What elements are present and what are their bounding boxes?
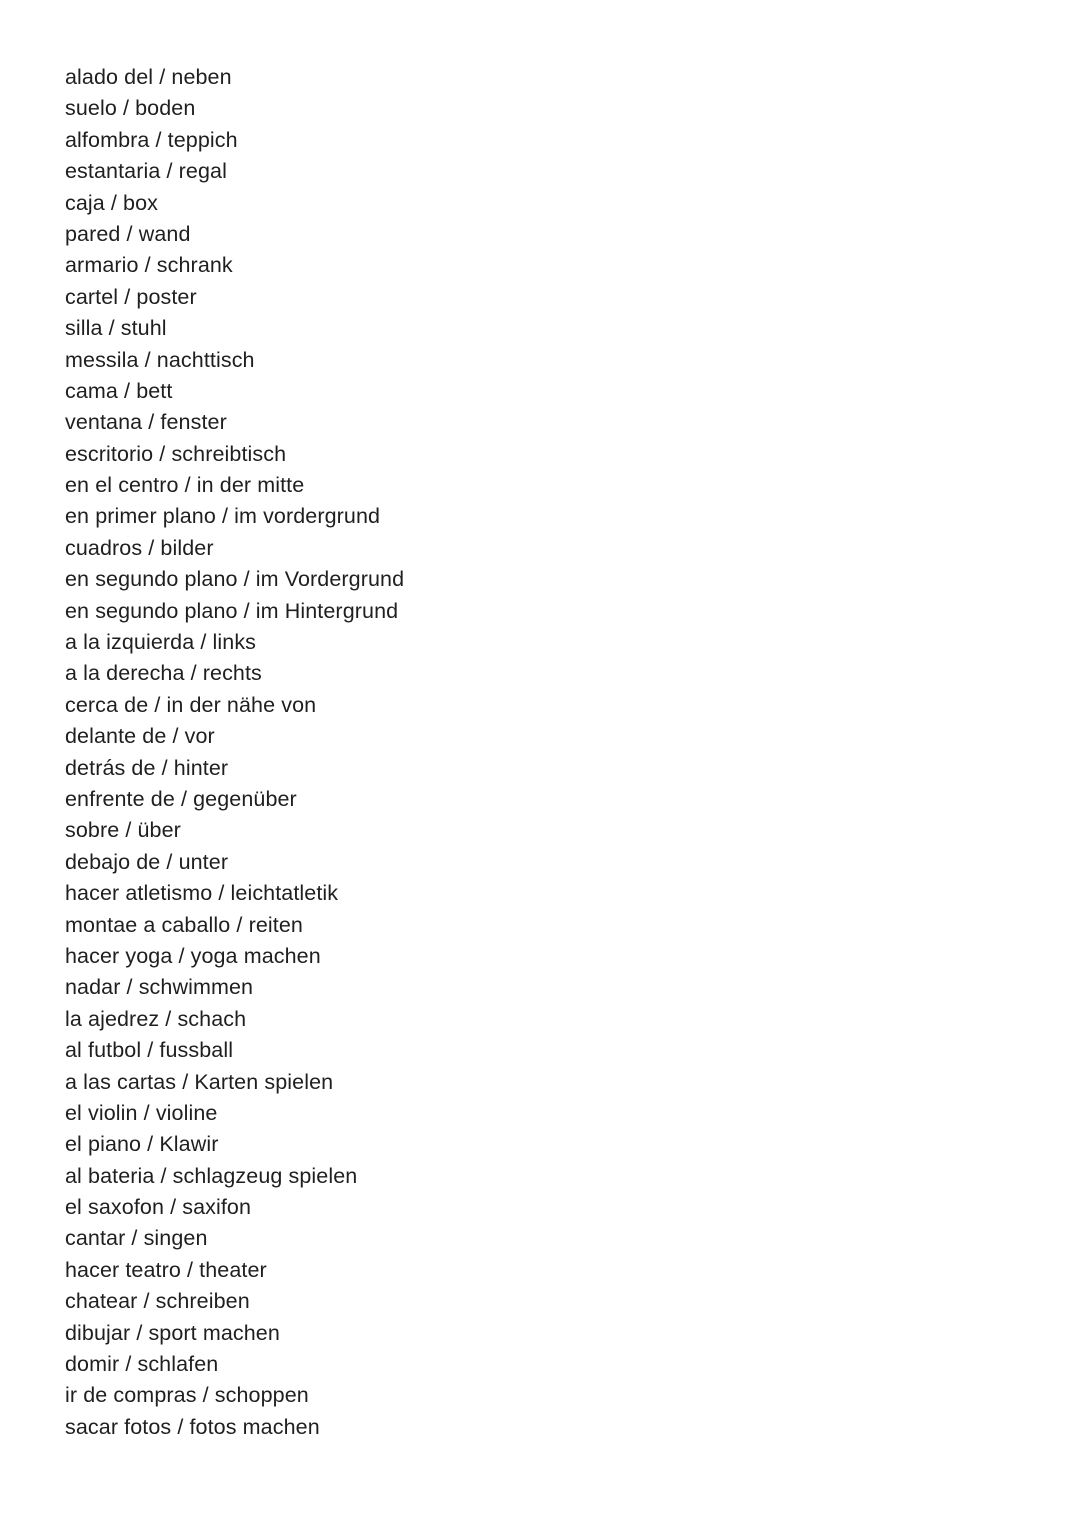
vocab-line: alfombra / teppich [65,127,238,152]
vocab-line: escritorio / schreibtisch [65,441,287,466]
vocab-line: alado del / neben [65,65,232,89]
vocab-line: nadar / schwimmen [65,975,254,1000]
vocab-line: suelo / boden [65,96,196,121]
vocab-line: hacer atletismo / leichtatletik [65,881,339,906]
vocab-line: cantar / singen [65,1226,208,1251]
vocab-line: a la derecha / rechts [65,661,262,686]
vocab-line: cuadros / bilder [65,535,214,560]
vocab-line: el saxofon / saxifon [65,1195,252,1220]
vocab-line: al futbol / fussball [65,1038,234,1063]
vocab-line: ir de compras / schoppen [65,1383,309,1408]
vocab-line: chatear / schreiben [65,1289,250,1314]
vocabulary-list [65,62,404,1443]
vocab-line: debajo de / unter [65,849,229,874]
vocab-line: cama / bett [65,378,173,403]
vocab-line: silla / stuhl [65,316,167,341]
vocab-line: en el centro / in der mitte [65,473,305,498]
vocab-line: en segundo plano / im Vordergrund [65,567,405,592]
vocab-line: sacar fotos / fotos machen [65,1414,320,1439]
vocab-line: a las cartas / Karten spielen [65,1069,334,1094]
vocab-line: cerca de / in der nähe von [65,692,317,717]
vocab-line: en segundo plano / im Hintergrund [65,598,399,623]
vocab-line: sobre / über [65,818,181,843]
vocab-line: a la izquierda / links [65,630,257,655]
vocab-line: pared / wand [65,221,191,246]
vocab-line: cartel / poster [65,284,197,309]
vocab-line: hacer yoga / yoga machen [65,943,321,968]
vocab-line: ventana / fenster [65,410,227,435]
vocab-line: al bateria / schlagzeug spielen [65,1163,358,1188]
vocab-line: la ajedrez / schach [65,1006,247,1031]
vocab-line: caja / box [65,190,159,215]
vocab-line: messila / nachttisch [65,347,255,372]
vocab-line: domir / schlafen [65,1352,219,1377]
vocab-line: dibujar / sport machen [65,1320,280,1345]
vocab-line: detrás de / hinter [65,755,229,780]
vocab-line: armario / schrank [65,253,233,278]
vocab-line: enfrente de / gegenüber [65,786,297,811]
vocab-line: hacer teatro / theater [65,1257,267,1282]
vocab-line: estantaria / regal [65,159,227,184]
vocab-line: el violin / violine [65,1100,218,1125]
vocab-line: en primer plano / im vordergrund [65,504,381,529]
vocab-line: delante de / vor [65,724,215,749]
vocab-line: el piano / Klawir [65,1132,219,1157]
vocab-line: montae a caballo / reiten [65,912,303,937]
